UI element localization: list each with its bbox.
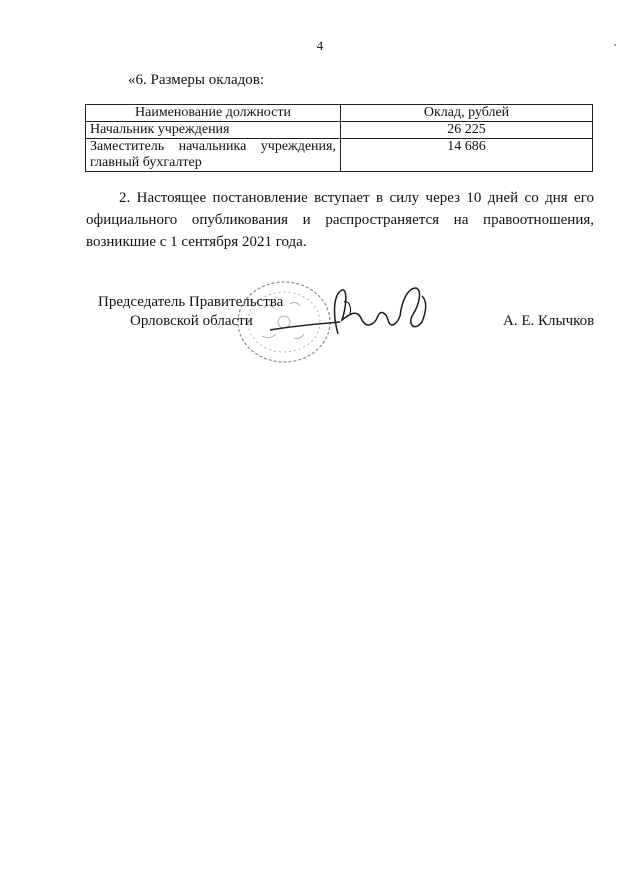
table-header-row (86, 105, 593, 122)
position-cell: Начальник учреждения (86, 122, 341, 139)
handwritten-signature (262, 282, 442, 348)
signatory-name: А. Е. Клычков (503, 313, 595, 329)
page-number: 4 (316, 38, 324, 53)
table-row (86, 122, 593, 139)
column-header-position: Наименование должности (86, 105, 341, 122)
signatory-title-line1: Председатель Правительства (98, 294, 284, 310)
salary-cell: 14 686 (341, 139, 593, 172)
section-title: «6. Размеры окладов: (128, 72, 265, 88)
signatory-title-line2: Орловской области (130, 313, 253, 329)
effective-date-paragraph: 2. Настоящее постановление вступает в силу через 10 дней со дня его официального опубликования и распространяется на правоотношения, возникшие с 1 сентября 2021 года. (86, 190, 594, 250)
column-header-salary: Оклад, рублей (341, 105, 593, 122)
salary-cell: 26 225 (341, 122, 593, 139)
scan-speck (614, 44, 616, 46)
salary-table (85, 104, 593, 172)
position-cell: Заместитель начальника учреждения, главный бухгалтер (86, 139, 341, 172)
table-row (86, 139, 593, 172)
